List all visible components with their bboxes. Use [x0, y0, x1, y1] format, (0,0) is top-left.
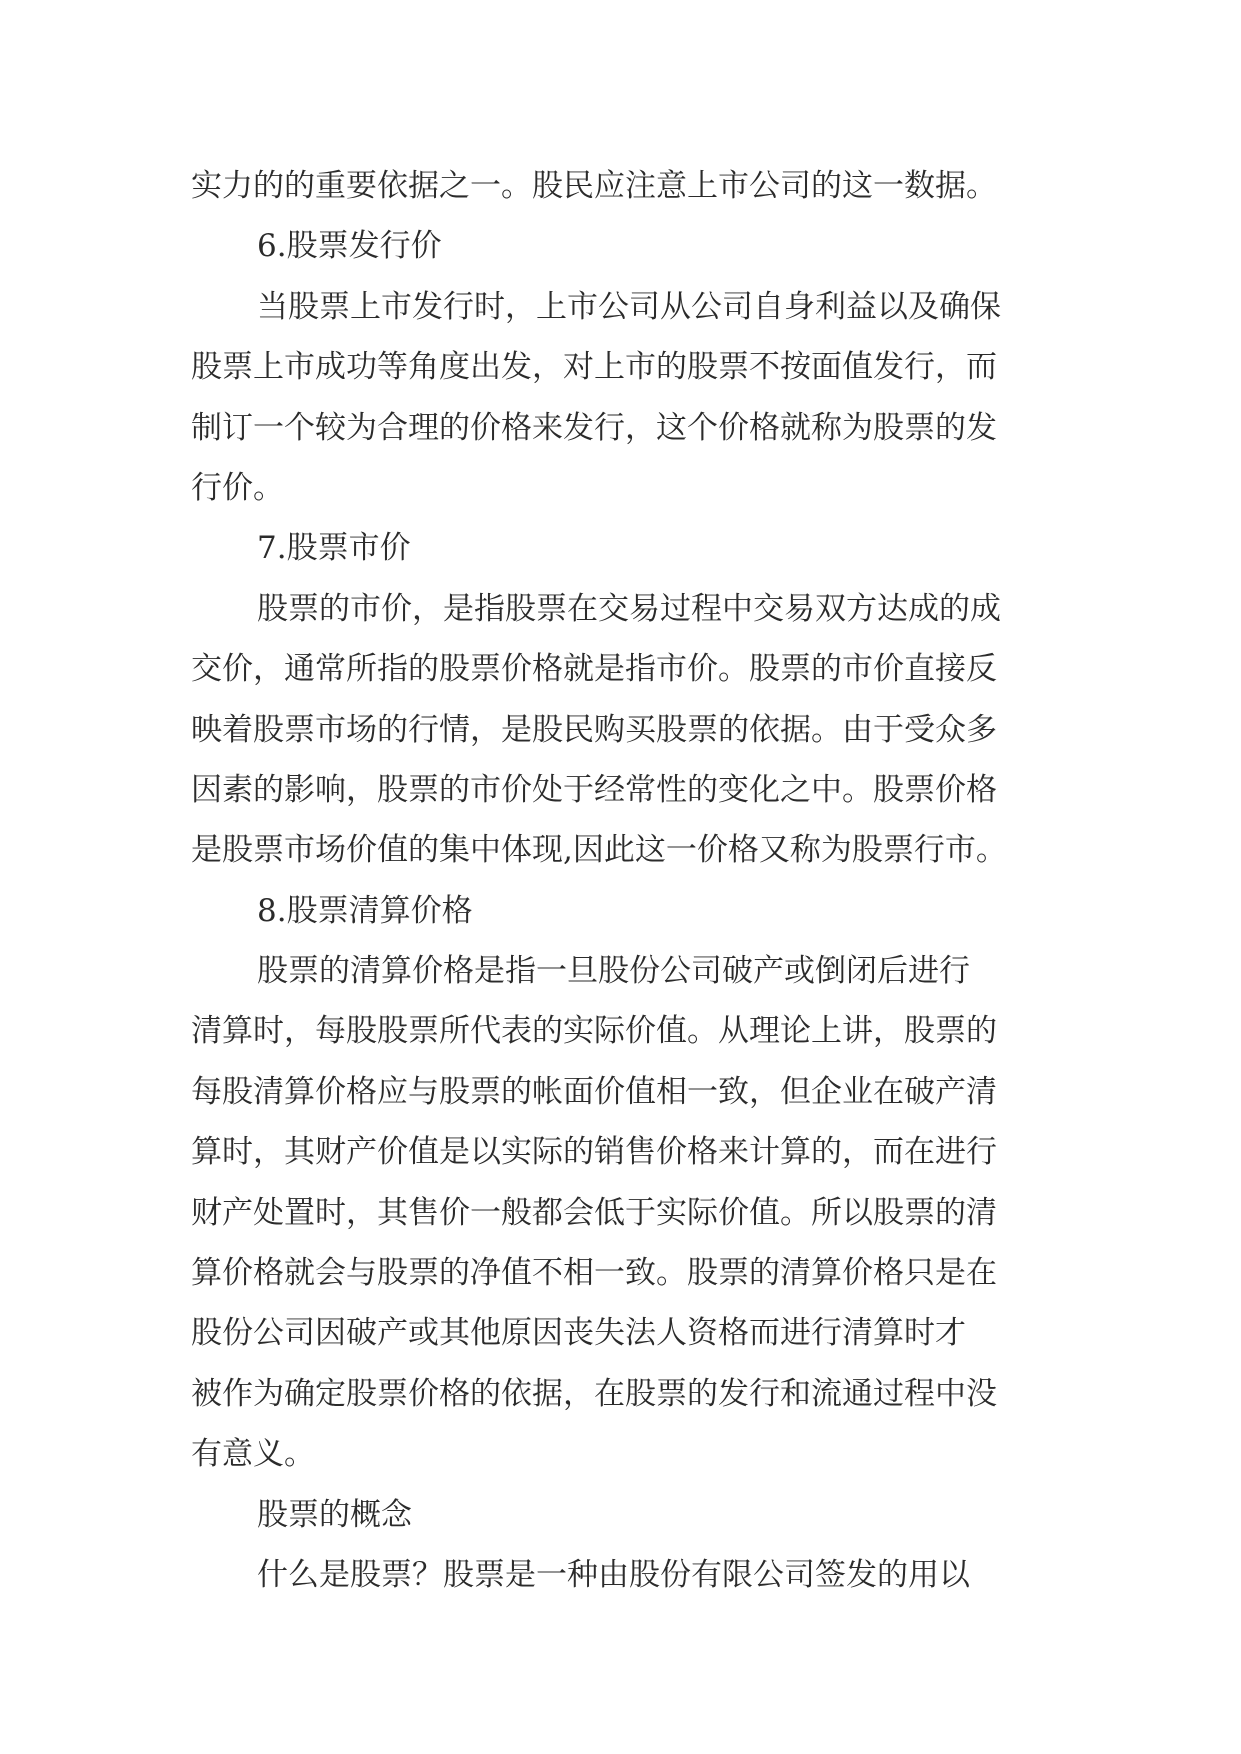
- paragraph-line: 因素的影响，股票的市价处于经常性的变化之中。股票价格: [191, 771, 997, 808]
- paragraph-line: 算时，其财产价值是以实际的销售价格来计算的，而在进行: [191, 1134, 997, 1171]
- paragraph-line: 股票的市价，是指股票在交易过程中交易双方达成的成: [257, 590, 1001, 627]
- paragraph-line: 有意义。: [191, 1436, 315, 1473]
- paragraph-line: 算价格就会与股票的净值不相一致。股票的清算价格只是在: [191, 1255, 997, 1292]
- paragraph-line: 清算时，每股股票所代表的实际价值。从理论上讲，股票的: [191, 1013, 997, 1050]
- paragraph-line: 股票上市成功等角度出发，对上市的股票不按面值发行，而: [191, 349, 997, 386]
- paragraph-line: 财产处置时，其售价一般都会低于实际价值。所以股票的清: [191, 1194, 997, 1231]
- paragraph-line: 实力的的重要依据之一。股民应注意上市公司的这一数据。: [191, 168, 997, 204]
- paragraph-line: 行价。: [191, 469, 284, 506]
- paragraph-line: 股票的清算价格是指一旦股份公司破产或倒闭后进行: [257, 953, 970, 990]
- paragraph-line: 被作为确定股票价格的依据，在股票的发行和流通过程中没: [191, 1375, 997, 1412]
- paragraph-line: 交价，通常所指的股票价格就是指市价。股票的市价直接反: [191, 651, 997, 688]
- document-body: [191, 156, 1071, 1605]
- paragraph-line: 当股票上市发行时，上市公司从公司自身利益以及确保: [257, 288, 1001, 325]
- paragraph-line: 股份公司因破产或其他原因丧失法人资格而进行清算时才: [191, 1315, 966, 1352]
- paragraph-line: 是股票市场价值的集中体现,因此这一价格又称为股票行市。: [191, 832, 1007, 869]
- section-heading-market-price: 7.股票市价: [257, 530, 411, 567]
- section-heading-issue-price: 6.股票发行价: [257, 228, 442, 265]
- paragraph-line: 什么是股票？股票是一种由股份有限公司签发的用以: [257, 1556, 970, 1593]
- paragraph-line: 每股清算价格应与股票的帐面价值相一致，但企业在破产清: [191, 1073, 997, 1110]
- paragraph-line: 映着股票市场的行情，是股民购买股票的依据。由于受众多: [191, 711, 997, 748]
- section-heading-stock-concept: 股票的概念: [257, 1496, 412, 1533]
- paragraph-line: 制订一个较为合理的价格来发行，这个价格就称为股票的发: [191, 409, 997, 446]
- section-heading-liquidation-price: 8.股票清算价格: [257, 892, 473, 929]
